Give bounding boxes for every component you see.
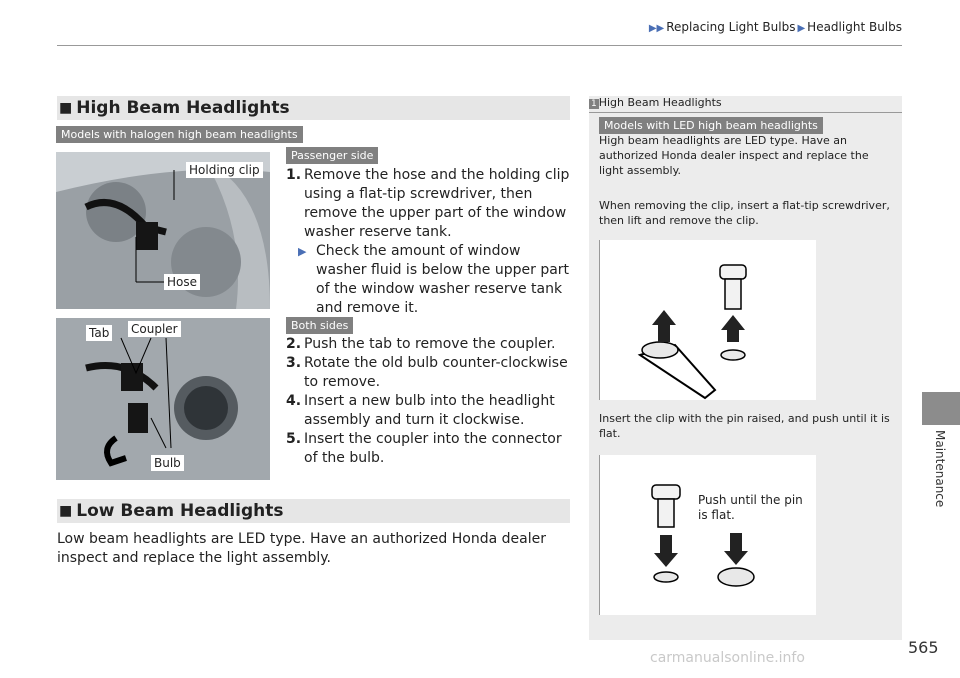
step-2: 2. Push the tab to remove the coupler. — [286, 336, 556, 352]
header-divider — [57, 45, 902, 46]
sidebar-para-1: High beam headlights are LED type. Have an authorized Honda dealer inspect and replace the light assembly. — [599, 134, 869, 177]
breadcrumb — [0, 20, 902, 34]
square-bullet-icon: ■ — [59, 100, 73, 116]
clip-install-diagram — [599, 455, 816, 615]
square-bullet-icon: ■ — [59, 503, 73, 519]
clip-install-illustration — [600, 455, 816, 615]
callout-hose: Hose — [164, 274, 200, 290]
clip-removal-diagram — [599, 240, 816, 400]
low-beam-description: Low beam headlights are LED type. Have an authorized Honda dealer inspect and replace the light assembly. — [57, 531, 546, 566]
clip-removal-illustration — [600, 240, 816, 400]
step-4: 4. Insert a new bulb into the headlight assembly and turn it clockwise. — [286, 393, 555, 428]
step-5: 5. Insert the coupler into the connector of the bulb. — [286, 431, 562, 466]
chapter-tab-marker[interactable] — [922, 392, 960, 425]
step-3: 3. Rotate the old bulb counter-clockwise to remove. — [286, 355, 568, 390]
step-1-substep: ▶ Check the amount of window washer fluid is below the upper part of the window washer reserve tank and remove it. — [298, 243, 570, 316]
sidebar-title: High Beam Headlights — [598, 96, 722, 109]
step-1: 1. Remove the hose and the holding clip using a flat-tip screwdriver, then remove the upper part of the window washer reserve tank. ▶ Check the amount of window washer fluid is below the upper part of the window washer reserve tank and remove it. — [286, 167, 570, 316]
high-beam-section-heading — [57, 96, 570, 120]
steps-2-to-5 — [286, 335, 571, 468]
ref-badge: 1 — [591, 99, 597, 109]
engine-bay-photo-coupler — [56, 318, 270, 480]
sidebar-header — [589, 96, 902, 109]
breadcrumb-arrow-icon: ▶ — [797, 23, 806, 34]
callout-holding-clip: Holding clip — [186, 162, 263, 178]
sidebar-para-2: When removing the clip, insert a flat-tip screwdriver, then lift and remove the clip. — [599, 199, 890, 227]
callout-coupler: Coupler — [128, 321, 181, 337]
callout-bulb: Bulb — [151, 455, 184, 471]
page-number: 565 — [908, 638, 939, 657]
callout-tab: Tab — [86, 325, 112, 341]
low-beam-title: Low Beam Headlights — [76, 501, 284, 521]
passenger-side-tag: Passenger side — [286, 147, 378, 164]
breadcrumb-item-2[interactable]: Headlight Bulbs — [807, 20, 902, 34]
sidebar-divider — [589, 112, 902, 113]
high-beam-title: High Beam Headlights — [76, 98, 290, 118]
both-sides-tag: Both sides — [286, 317, 353, 334]
led-models-tag: Models with LED high beam headlights — [599, 117, 823, 134]
engine-bay-photo-holding-clip — [56, 152, 270, 309]
chapter-tab-label: Maintenance — [933, 430, 947, 508]
breadcrumb-item-1[interactable]: Replacing Light Bulbs — [666, 20, 796, 34]
breadcrumb-arrow-icon: ▶▶ — [648, 23, 665, 34]
sidebar-para-3: Insert the clip with the pin raised, and push until it is flat. — [599, 412, 890, 440]
triangle-bullet-icon: ▶ — [298, 245, 307, 258]
push-until-flat-label: Push until the pin is flat. — [698, 493, 803, 522]
watermark: carmanualsonline.info — [650, 650, 805, 666]
low-beam-section-heading — [57, 499, 570, 523]
halogen-models-tag: Models with halogen high beam headlights — [56, 126, 303, 143]
